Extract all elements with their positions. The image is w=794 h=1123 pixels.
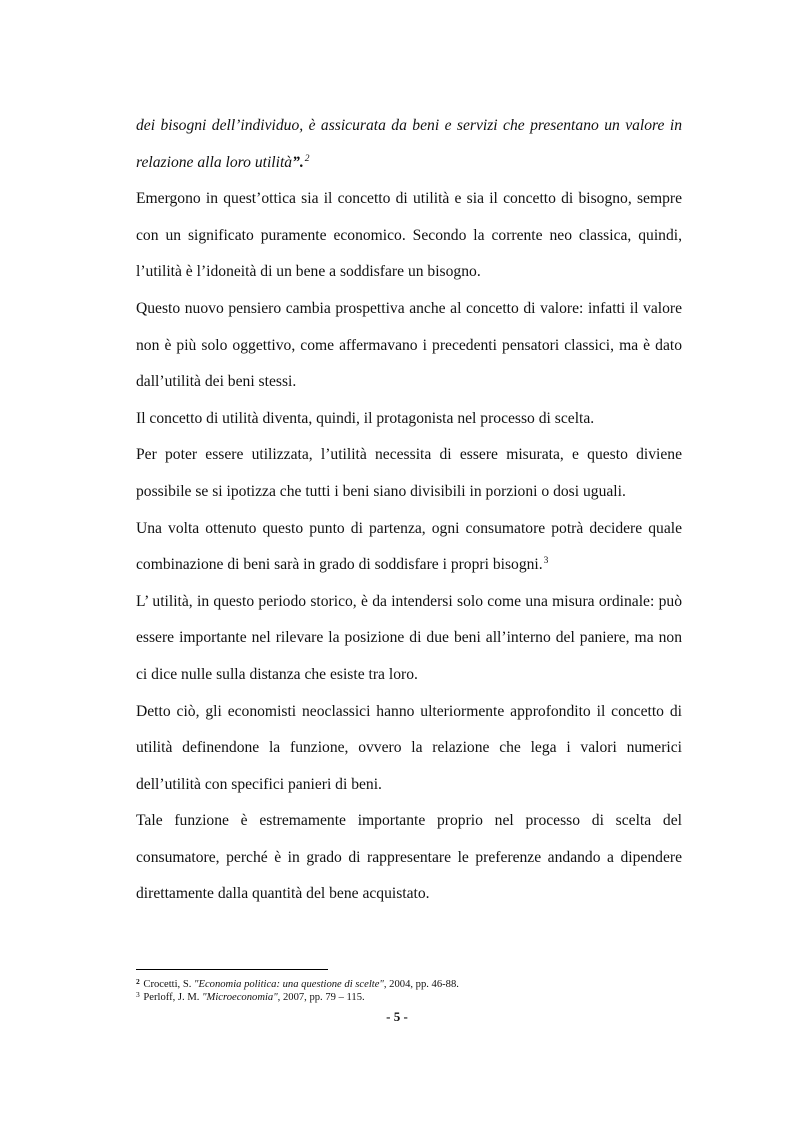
body-text	[136, 108, 682, 913]
paragraph-utility-need: Emergono in quest’ottica sia il concetto di utilità e sia il concetto di bisogno, sempre con un significato puramente economico. Secondo la corrente neo classica, quindi, l’utilità è l’idoneità di un bene a soddisfare un bisogno.	[136, 190, 682, 281]
page-number: - 5 -	[386, 1009, 408, 1024]
footnote-2	[136, 978, 696, 991]
paragraph-utility-function: Detto ciò, gli economisti neoclassici hanno ulteriormente approfondito il concetto di utilità definendone la funzione, ovvero la relazione che lega i valori numerici dell’utilità con specifici panieri di beni.	[136, 702, 682, 793]
paragraph-value-perspective: Questo nuovo pensiero cambia prospettiva anche al concetto di valore: infatti il valore non è più solo oggettivo, come affermavano i precedenti pensatori classici, ma è dato dall’utilità dei beni stessi.	[136, 299, 682, 391]
footnote-details: , 2004, pp. 46-88.	[383, 979, 459, 990]
footnote-separator	[136, 969, 328, 970]
quote-paragraph	[136, 108, 682, 181]
footnote-title: "Economia politica: una questione di scelte"	[194, 979, 384, 990]
paragraph-utility-protagonist: Il concetto di utilità diventa, quindi, il protagonista nel processo di scelta.	[136, 409, 595, 427]
footnote-number: 3	[136, 990, 140, 999]
footnote-ref-3[interactable]: 3	[543, 556, 549, 567]
paragraph-utility-measure: Per poter essere utilizzata, l’utilità necessita di essere misurata, e questo diviene possibile se si ipotizza che tutti i beni siano divisibili in porzioni o dosi uguali.	[136, 446, 682, 500]
footnotes	[136, 978, 696, 1004]
quote-close-mark: ”.	[292, 153, 304, 171]
footnote-3	[136, 991, 696, 1004]
footnote-title: "Microeconomia"	[202, 992, 278, 1003]
footnote-number: 2	[136, 977, 140, 986]
footnote-details: , 2007, pp. 79 – 115.	[277, 992, 365, 1003]
footnote-author: Crocetti, S.	[143, 979, 192, 990]
paragraph-consumer-choice-text: Una volta ottenuto questo punto di partenza, ogni consumatore potrà decidere quale combinazione di beni sarà in grado di soddisfare i propri bisogni.	[136, 519, 682, 574]
footnote-ref-2[interactable]: 2	[304, 153, 310, 164]
quote-text: dei bisogni dell’individuo, è assicurata da beni e servizi che presentano un valore in relazione alla loro utilità	[136, 117, 682, 171]
paragraph-function-importance: Tale funzione è estremamente importante proprio nel processo di scelta del consumatore, perché è in grado di rappresentare le preferenze andando a dipendere direttamente dalla quantità del bene acquistato.	[136, 812, 682, 903]
footnote-author: Perloff, J. M.	[143, 992, 200, 1003]
paragraph-ordinal-utility: L’ utilità, in questo periodo storico, è da intendersi solo come una misura ordinale: può essere importante nel rilevare la posizione di due beni all’interno del paniere, ma non ci dice nulle sulla distanza che esiste tra loro.	[136, 592, 682, 683]
paragraph-consumer-choice	[136, 511, 682, 584]
